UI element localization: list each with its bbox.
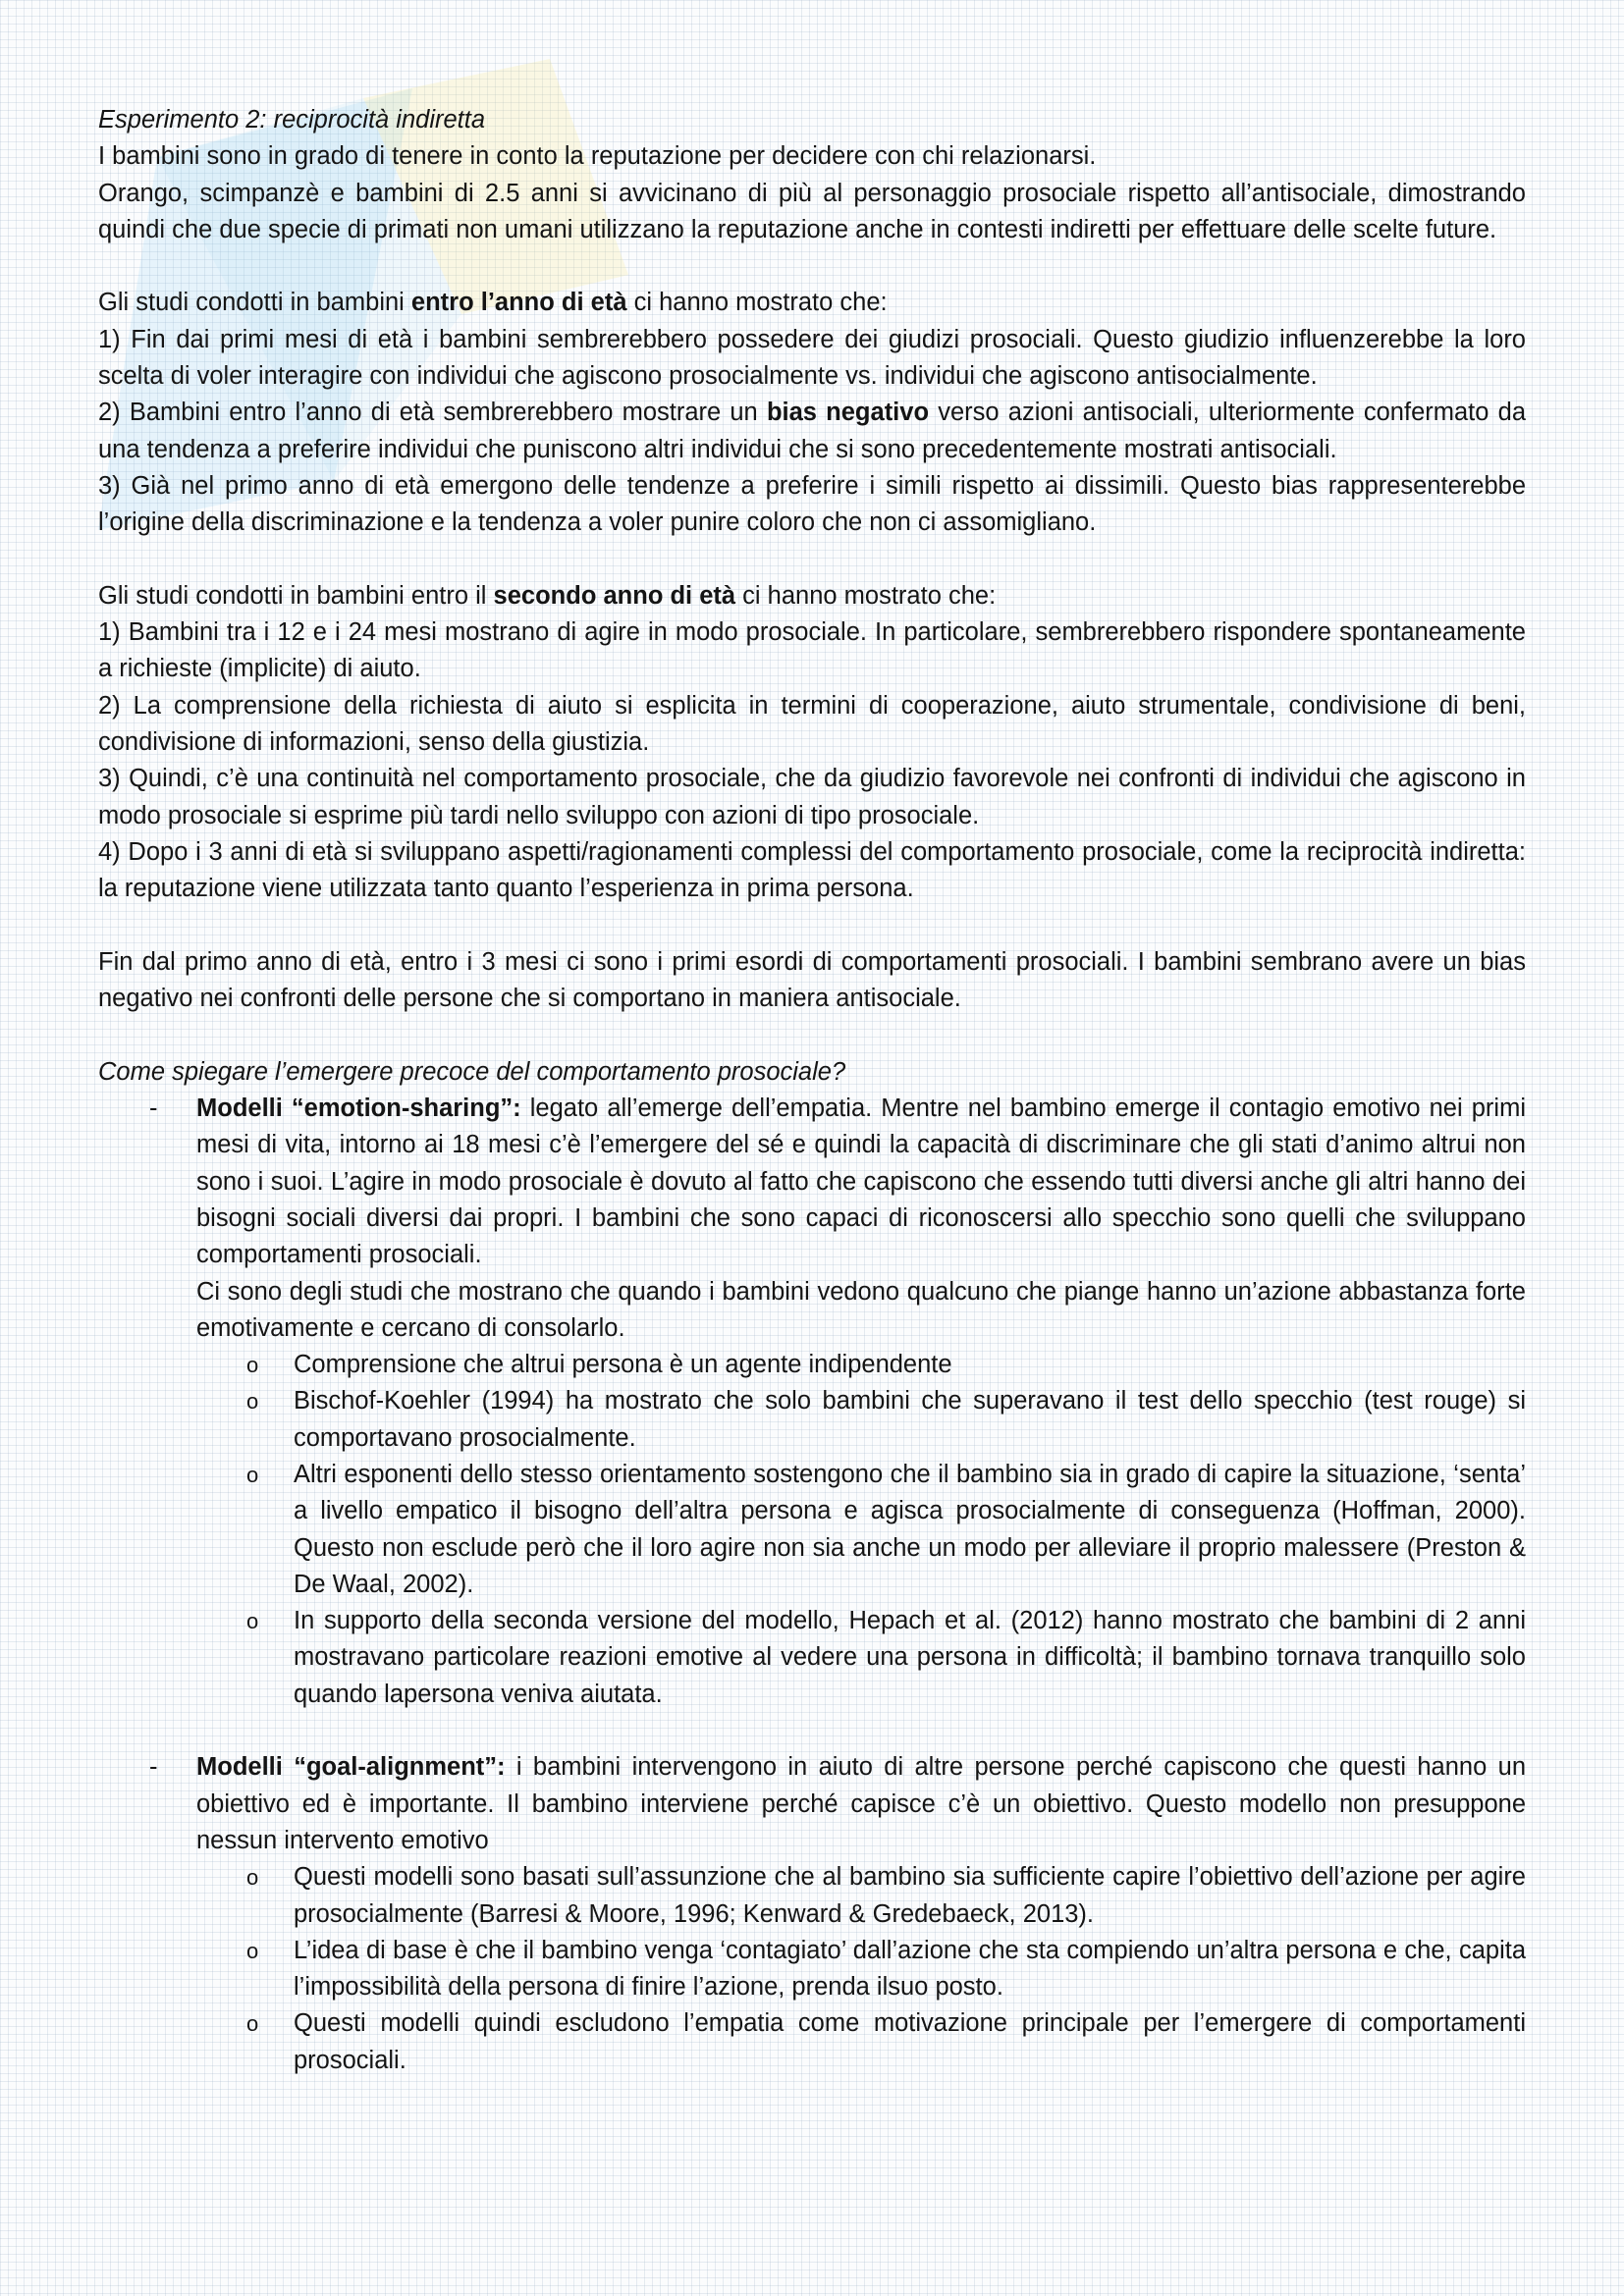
summary-paragraph: Fin dal primo anno di età, entro i 3 mesi ci sono i primi esordi di comportamenti prosociali. I bambini sembrano avere un bias negativo nei confronti delle persone che si comportano in maniera antisociale. — [98, 947, 1526, 1013]
second-year-point-4: 4) Dopo i 3 anni di età si sviluppano aspetti/ragionamenti complessi del comportamento prosociale, come la reciprocità indiretta: la reputazione viene utilizzata tanto quanto l’esperienza in prima persona. — [98, 837, 1526, 903]
goal-alignment-item — [98, 1749, 1526, 1859]
paragraph: Orango, scimpanzè e bambini di 2.5 anni si avvicinano di più al personaggio prosociale rispetto all’antisociale, dimostrando quindi che due specie di primati non umani utilizzano la reputazione anche in contesti indiretti per effettuare delle scelte future. — [98, 179, 1526, 243]
circle-bullet: o — [246, 1865, 259, 1891]
second-year-intro: Gli studi condotti in bambini entro il secondo anno di età ci hanno mostrato che: — [98, 581, 997, 610]
first-year-point-1: 1) Fin dai primi mesi di età i bambini sembrerebbero possedere dei giudizi prosociali. Questo giudizio influenzerebbe la loro scelta di voler interagire con individui che agiscono prosocialmente vs. individui che agiscono antisocialmente. — [98, 325, 1526, 391]
emotion-sharing-continuation: Ci sono degli studi che mostrano che quando i bambini vedono qualcuno che piange hanno un’azione abbastanza forte emotivamente e cercano di consolarlo. — [196, 1277, 1526, 1342]
dash-bullet: - — [149, 1095, 158, 1123]
sub-list-item: o Questi modelli sono basati sull’assunzione che al bambino sia sufficiente capire l’obiettivo dell’azione per agire prosocialmente (Barresi & Moore, 1996; Kenward & Gredebaeck, 2013). — [98, 1859, 1526, 1933]
dash-bullet: - — [149, 1753, 158, 1782]
circle-bullet: o — [246, 1353, 259, 1378]
document-page — [98, 102, 1526, 2079]
sub-list-item: o In supporto della seconda versione del modello, Hepach et al. (2012) hanno mostrato che bambini di 2 anni mostravano particolare reazioni emotive al vedere una persona in difficoltà; il bambino tornava tranquillo solo quando lapersona veniva aiutata. — [98, 1603, 1526, 1713]
sub-list-item: o Comprensione che altrui persona è un agente indipendente — [98, 1347, 1526, 1383]
sub-list-item: o L’idea di base è che il bambino venga ‘contagiato’ dall’azione che sta compiendo un’altra persona e che, capita l’impossibilità della persona di finire l’azione, prenda ilsuo posto. — [98, 1933, 1526, 2006]
circle-bullet: o — [246, 1609, 259, 1634]
paragraph: I bambini sono in grado di tenere in conto la reputazione per decidere con chi relazionarsi. — [98, 142, 1097, 171]
emotion-sharing-item — [98, 1091, 1526, 1347]
question-heading: Come spiegare l’emergere precoce del comportamento prosociale? — [98, 1057, 846, 1086]
second-year-point-1: 1) Bambini tra i 12 e i 24 mesi mostrano di agire in modo prosociale. In particolare, sembrerebbero rispondere spontaneamente a richieste (implicite) di aiuto. — [98, 618, 1526, 683]
sub-list-item: o Altri esponenti dello stesso orientamento sostengono che il bambino sia in grado di capire la situazione, ‘senta’ a livello empatico il bisogno dell’altra persona e agisca prosocialmente di conseguenza (Hoffman, 2000). Questo non esclude però che il loro agire non sia anche un modo per alleviare il proprio malessere (Preston & De Waal, 2002). — [98, 1457, 1526, 1603]
second-year-point-3: 3) Quindi, c’è una continuità nel comportamento prosociale, che da giudizio favorevole nei confronti di individui che agiscono in modo prosociale si esprime più tardi nello sviluppo con azioni di tipo prosociale. — [98, 765, 1526, 829]
circle-bullet: o — [246, 1462, 259, 1487]
goal-alignment-text: Modelli “goal-alignment”: i bambini intervengono in aiuto di altre persone perché capiscono che questi hanno un obiettivo ed è importante. Il bambino interviene perché capisce c’è un obiettivo. Questo modello non presuppone nessun intervento emotivo — [196, 1753, 1526, 1854]
sub-list-item: o Bischof-Koehler (1994) ha mostrato che solo bambini che superavano il test dello specchio (test rouge) si comportavano prosocialmente. — [98, 1383, 1526, 1457]
circle-bullet: o — [246, 1938, 259, 1963]
sub-list-item: o Questi modelli quindi escludono l’empatia come motivazione principale per l’emergere di comportamenti prosociali. — [98, 2005, 1526, 2079]
first-year-point-3: 3) Già nel primo anno di età emergono delle tendenze a preferire i simili rispetto ai dissimili. Questo bias rappresenterebbe l’origine della discriminazione e la tendenza a voler punire coloro che non ci assomigliano. — [98, 471, 1526, 537]
first-year-intro: Gli studi condotti in bambini entro l’anno di età ci hanno mostrato che: — [98, 289, 888, 317]
circle-bullet: o — [246, 1389, 259, 1415]
circle-bullet: o — [246, 2011, 259, 2037]
first-year-point-2: 2) Bambini entro l’anno di età sembrerebbero mostrare un bias negativo verso azioni antisociali, ulteriormente confermato da una tendenza a preferire individui che puniscono altri individui che si sono precedentemente mostrati antisociali. — [98, 399, 1526, 463]
second-year-point-2: 2) La comprensione della richiesta di aiuto si esplicita in termini di cooperazione, aiuto strumentale, condivisione di beni, condivisione di informazioni, senso della giustizia. — [98, 691, 1526, 757]
section-heading-experiment: Esperimento 2: reciprocità indiretta — [98, 106, 486, 133]
emotion-sharing-text: Modelli “emotion-sharing”: legato all’emerge dell’empatia. Mentre nel bambino emerge il contagio emotivo nei primi mesi di vita, intorno ai 18 mesi c’è l’emergere del sé e quindi la capacità di discriminare che gli stati d’animo altrui non sono i suoi. L’agire in modo prosociale è dovuto al fatto che capiscono che essendo tutti diversi anche gli altri hanno dei bisogni sociali diversi dai propri. I bambini che sono capaci di riconoscersi allo specchio sono quelli che sviluppano comportamenti prosociali. — [196, 1095, 1526, 1269]
